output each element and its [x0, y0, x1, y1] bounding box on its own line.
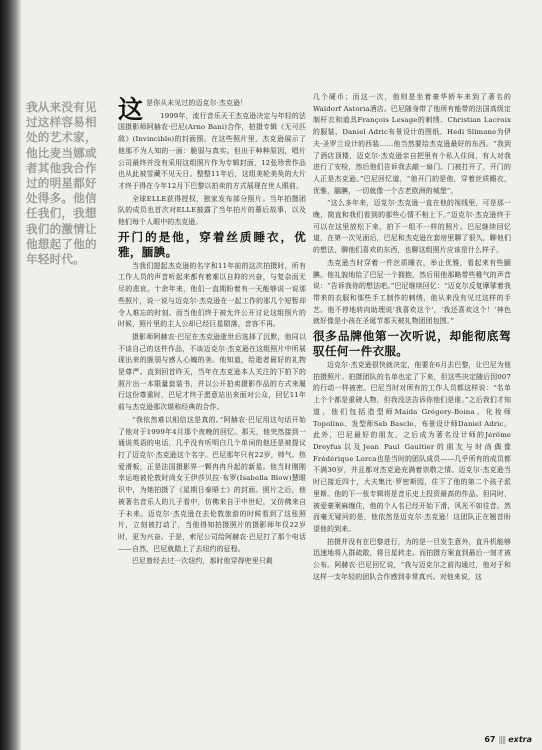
body-paragraph: 全球ELLE获得授权，独家发布部分照片。当年拍摄团队的成员也首次对ELLE披露了当年拍片的幕后故事，以及他们每个人眼中的杰克逊。	[118, 194, 306, 227]
page-number: 67	[484, 735, 496, 744]
article-column-left	[118, 95, 306, 569]
lead-text: 是你从未见过的迈克尔·杰克逊！	[146, 99, 248, 107]
body-paragraph: 巴尼曾经去过一次纽约，那时他穿得兜里只剩	[132, 557, 273, 566]
body-paragraph: 拍摄并没有在巴黎进行，为的是一旦发生意外，直升机能够迅速地将人群疏散，将日星转走。而拍摄方案直到最后一刻才被公布。阿赫农·巴尼回忆说，“我与迈克尔之前沟通过，他对于和这样一支年轻的团队合作感到非常真兴。对他来说，这	[313, 537, 511, 581]
drop-cap: 这	[118, 95, 144, 124]
lead-paragraph	[118, 95, 306, 124]
page-footer	[484, 735, 532, 744]
body-paragraph: 几个硬币；而这一次，他则是坐着豪华轿车来到了著名的Waldorf Astoria酒店。巴尼随身带了他所有能带的法国高级定制杆衣和道具François Lesage的刺绣、Christian Lacroix的服装、Daniel Adric布景设计的图纸、Hedi Slimane为伊夫·圣罗兰设计的西装……他当然要给杰克逊最好的东西。“我到了酒店顶楼，迈克尔·杰克逊亲自把里有个私人住间，有人对我进行了安检，然后他们告诉我去敲一扇门。门被打开了，开门的人正是杰克逊。”巴尼回忆道，“他开门的是他，穿着丝质睡衣，优雅，腼腆，一切就像一个古老欧洲的城堡”。	[313, 93, 511, 195]
subheading: 很多品牌他第一次听说，却能彻底驾驭任何一件衣服。	[313, 329, 511, 359]
body-paragraph: “我依然难以相信这是真的。”阿赫农·巴尼用这句话开始了他对于1999年4月那个夜晚的回忆。那天，他突然接到一通说英语的电话，几乎没有听明白几个单词的他还是被提议打了迈克尔·杰克逊这个名字。巴尼那年只有22岁，帅气、热爱滑板，正是法国摄影界一颗冉冉升起的新星。他当时刚刚幸运地被伦敦时尚女王伊莎贝拉·布罗(Isabella Blow)慧眼识中，为她拍摄了《星期日泰晤士》的封面。照片之后，他被著名音乐人的儿子看中，仿佛来自于中世纪，又仿佛来自于未来。迈克尔·杰克逊在去伦敦旅游的时候看到了这张照片，立刻被打动了，当他得知拍摄照片的摄影师年仅22岁时，更为兴奋。于是，索尼公司给阿赫农·巴尼打了那个电话——自然，巴尼就踏上了去纽约的征程。	[118, 415, 306, 553]
article-column-right	[313, 92, 511, 584]
pull-quote: 我从来没有见过这样容易相处的艺术家，他比麦当娜或者其他我合作过的明星都好处得多。他信任我们，我想我们的激情让他想起了他的年轻时代。	[26, 100, 97, 267]
body-paragraph: 迈克尔·杰克逊很快就决定，他要在6月去巴黎，让巴尼为他拍摄照片。拍摄团队的名单也定了下来，但这些决定随后因007的行动一样被密。巴尼当时对所有的工作人员都这样说：“名单上个个都是重磅人物，但我没法告诉你他们是谁。”之后我们才知道，他们包括造型师Maida Grégory-Boina、化妆师Topolino、发型师Seb Bascle、布景设计师Daniel Adric。此外，巴尼最好的朋友，之后成为著名设计师的Jérôme Dreyfus以及Jean Paul Gaultier的朋友与时尚偶像Frédérique Lorca也是当时的团队成员——几乎所有的成员都不满30岁，并且都对杰克逊充满着崇敬之情。迈克尔·杰克逊当时已接近四十，大夫集比·罗密斯园，住下了他的第二个孩子派里斯。他的下一张专辑将是音乐史上投资最高的作品。但同时，被爱豪案麻缠住，他的个人名已经开始下滑，风光不如往昔。然而毫无疑问的是，他依然是迈克尔·杰克逊！这团队正在翘首盼望他的到来。	[313, 361, 511, 533]
subheading: 开门的是他，穿着丝质睡衣，优雅，腼腆。	[118, 229, 306, 259]
magazine-section-name: extra	[508, 735, 532, 744]
body-paragraph: 1999年，流行音乐天王杰克逊决定与年轻的法国摄影师阿赫农·巴尼(Arno Bani)合作，拍摄专辑《无可匹敌》(Invincible)的封面照。在这些照片里，杰克逊展示了他那不为人知的一面：脆弱与真实。但出于种种原因，唱片公司最终并没有采用这组照片作为专辑封面，12张珍贵作品也从此被雪藏不见天日。整整11年后，这组美轮美奂的大片才终于得在今年12月下巴黎以拍卖的方式展现在世人眼前。	[118, 111, 306, 190]
body-paragraph: 杰克逊当时穿着一件丝质睡衣，举止优雅，看起来有些腼腆。他礼貌地给了巴尼一个拥抱，然后用他那略带些稚气的声音说：“告诉我你的想法吧。”巴尼继续回忆：“迈克尔反复摩挲着我带来的衣服和那些手工制作的刺绣，他从来没有见过这样的手艺。他不停地转向助理说‘我喜欢这个’，‘我还喜欢这个！’神色就好像是小孩在圣诞节那天被礼物团团包围。”	[313, 258, 511, 326]
body-paragraph: 当我们提起杰克逊的名字和11年前的这次拍摄时，所有工作人员的声音听起来都有着难以自抑的兴奋，与复杂而无尽的悲哀。十余年来，他们一直期盼着有一天能够说一说那些照片，说一说与迈克尔·杰克逊在一起工作的那几个短暂却令人难忘的时刻。而当他们终于被允许公开讨论这组照片的时候，照片里的主人公却已经巨星陨落，音容不再。	[118, 261, 306, 329]
binding-shadow	[0, 0, 22, 750]
body-paragraph: 摄影师阿赫农·巴尼在杰克逊逝世后选择了沉默，他同以不谈自己的这件作品，不谈迈克尔·杰克逊在这组照片中所展现出来的脆弱与感人心魄的美。他知道，给逝者最好的礼物是尊严。直到回首昨天，当年在杰克逊本人关注的下拍下的照片出一本限量套装书，并以公开拍卖摄影作品的方式来履行这份尊重时，巴尼才终于愿意站出来面对公众，回忆11年前与杰克逊那次堪称经典的合作。	[118, 332, 306, 412]
footer-separator: ||||	[498, 735, 506, 744]
body-paragraph: “这么多年来，迈克尔·杰克逊一直在他的视线里，可是那一晚，简直和我们看到的那些心情不相上下。”迈克尔·杰克逊终于可以在这里放松下来，拍下一组不一样的照片。巴尼继续回忆道，在第一次见面后，巴尼和杰克逊在套房里聊了很久，聊他们的想法，聊他们喜欢的东西，也聊这组照片应该是什么样子。	[313, 199, 511, 255]
